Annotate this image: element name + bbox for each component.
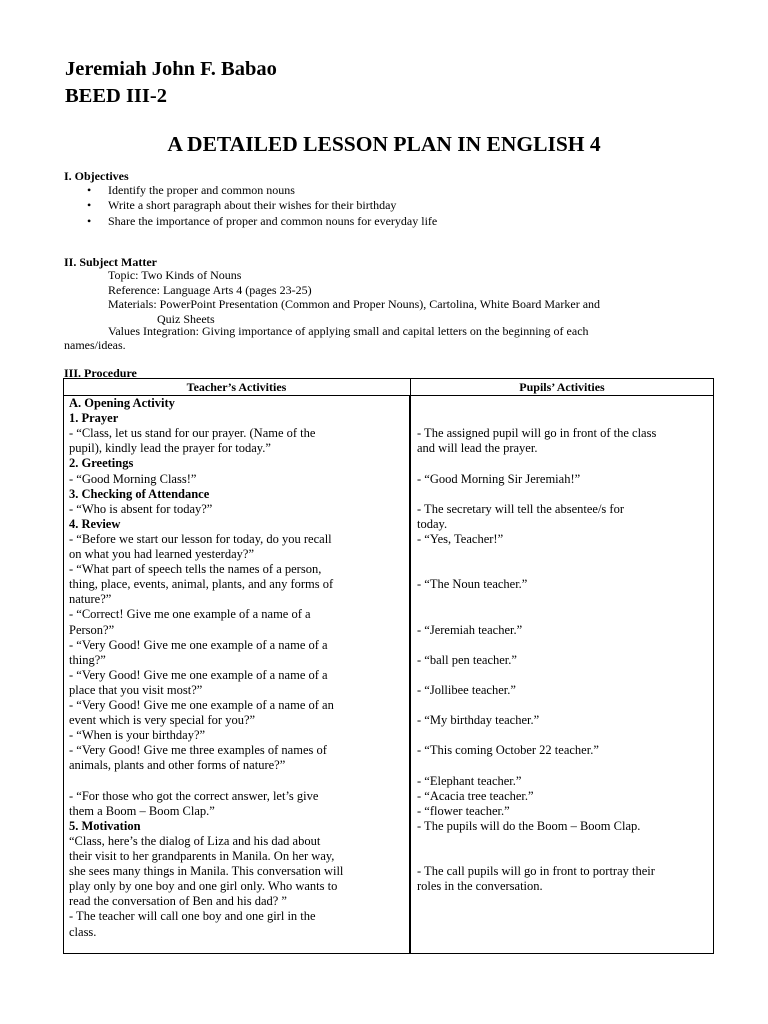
teacher-line: - “Good Morning Class!” bbox=[69, 471, 197, 486]
teacher-line: - “What part of speech tells the names of a person, bbox=[69, 562, 322, 577]
pupil-line: - “ball pen teacher.” bbox=[417, 652, 517, 667]
teacher-line: - The teacher will call one boy and one girl in the bbox=[69, 909, 316, 924]
pupil-line: - “Good Morning Sir Jeremiah!” bbox=[417, 471, 581, 486]
teacher-line: - “Very Good! Give me one example of a name of an bbox=[69, 698, 334, 712]
pupil-line: - The call pupils will go in front to portray their bbox=[417, 864, 655, 879]
teacher-line: 3. Checking of Attendance bbox=[69, 486, 210, 501]
values-integration-line: Values Integration: Giving importance of applying small and capital letters on the beginning of each bbox=[108, 324, 589, 338]
pupil-line: and will lead the prayer. bbox=[417, 441, 538, 456]
pupil-line: - The secretary will tell the absentee/s for bbox=[417, 501, 624, 516]
objectives-heading: I. Objectives bbox=[64, 169, 129, 183]
class-section: BEED III-2 bbox=[65, 85, 167, 107]
teacher-line: pupil), kindly lead the prayer for today.” bbox=[69, 441, 271, 456]
pupil-line: - “Jollibee teacher.” bbox=[417, 682, 516, 697]
teacher-line: - “Before we start our lesson for today, do you recall bbox=[69, 531, 332, 546]
teacher-line: 5. Motivation bbox=[69, 818, 141, 833]
materials-line: Materials: PowerPoint Presentation (Common and Proper Nouns), Cartolina, White Board Marker and bbox=[108, 297, 601, 311]
teacher-line: 1. Prayer bbox=[69, 411, 119, 426]
pupil-line: - The pupils will do the Boom – Boom Clap. bbox=[417, 818, 641, 833]
pupil-line: - “Elephant teacher.” bbox=[417, 773, 522, 788]
teacher-line: play only by one boy and one girl only. Who wants to bbox=[69, 879, 338, 894]
procedure-heading: III. Procedure bbox=[64, 366, 137, 380]
pupil-line: - “flower teacher.” bbox=[417, 803, 510, 818]
teacher-line: them a Boom – Boom Clap.” bbox=[69, 803, 215, 818]
teacher-line: A. Opening Activity bbox=[69, 396, 175, 410]
pupil-line: - “Yes, Teacher!” bbox=[417, 531, 504, 546]
author-name: Jeremiah John F. Babao bbox=[65, 58, 277, 80]
teacher-line: nature?” bbox=[69, 592, 112, 607]
pupil-line: roles in the conversation. bbox=[417, 879, 543, 894]
document-title: A DETAILED LESSON PLAN IN ENGLISH 4 bbox=[167, 132, 601, 156]
materials-line-cont: Quiz Sheets bbox=[157, 312, 215, 326]
teacher-line: on what you had learned yesterday?” bbox=[69, 547, 254, 561]
teacher-line: - “Very Good! Give me one example of a name of a bbox=[69, 637, 328, 652]
teacher-line: 4. Review bbox=[69, 516, 121, 531]
teacher-line: - “Correct! Give me one example of a name of a bbox=[69, 607, 311, 622]
reference-line: Reference: Language Arts 4 (pages 23-25) bbox=[108, 283, 312, 297]
teacher-line: “Class, here’s the dialog of Liza and his dad about bbox=[69, 833, 321, 848]
pupil-line: - “Jeremiah teacher.” bbox=[417, 622, 523, 637]
objectives-list bbox=[85, 183, 437, 229]
inner-column-rule bbox=[409, 395, 411, 953]
values-integration-cont: names/ideas. bbox=[64, 338, 126, 352]
pupil-line: - “My birthday teacher.” bbox=[417, 713, 540, 728]
teacher-line: - “Very Good! Give me three examples of names of bbox=[69, 743, 327, 758]
teacher-line: 2. Greetings bbox=[69, 456, 134, 471]
teacher-line: - “For those who got the correct answer, let’s give bbox=[69, 788, 319, 803]
pupil-line: today. bbox=[417, 516, 448, 531]
teacher-column-header: Teacher’s Activities bbox=[186, 380, 287, 394]
list-item: • Identify the proper and common nouns bbox=[85, 183, 437, 198]
teacher-line: - “Very Good! Give me one example of a name of a bbox=[69, 667, 328, 682]
pupil-line: - The assigned pupil will go in front of the class bbox=[417, 426, 657, 441]
teacher-line: thing?” bbox=[69, 652, 106, 667]
teacher-line: place that you visit most?” bbox=[69, 682, 203, 697]
teacher-line: Person?” bbox=[69, 622, 115, 637]
teacher-line: thing, place, events, animal, plants, and any forms of bbox=[69, 577, 334, 592]
teacher-line: - “Who is absent for today?” bbox=[69, 501, 213, 516]
teacher-line: - “When is your birthday?” bbox=[69, 728, 206, 743]
pupil-column-header: Pupils’ Activities bbox=[519, 380, 605, 394]
list-item: • Share the importance of proper and common nouns for everyday life bbox=[85, 214, 437, 229]
teacher-line: animals, plants and other forms of nature?” bbox=[69, 758, 286, 773]
teacher-line: read the conversation of Ben and his dad? ” bbox=[69, 894, 287, 909]
teacher-line: their visit to her grandparents in Manila. On her way, bbox=[69, 849, 335, 863]
teacher-line: event which is very special for you?” bbox=[69, 713, 256, 728]
pupil-line: - “This coming October 22 teacher.” bbox=[417, 743, 599, 758]
subject-matter-heading: II. Subject Matter bbox=[64, 255, 157, 269]
teacher-line: she sees many things in Manila. This conversation will bbox=[69, 864, 344, 879]
list-item: • Write a short paragraph about their wishes for their birthday bbox=[85, 198, 437, 213]
teacher-line: - “Class, let us stand for our prayer. (Name of the bbox=[69, 426, 316, 441]
topic-line: Topic: Two Kinds of Nouns bbox=[108, 268, 242, 282]
pupil-line: - “Acacia tree teacher.” bbox=[417, 788, 534, 803]
pupil-line: - “The Noun teacher.” bbox=[417, 577, 528, 592]
teacher-line: class. bbox=[69, 924, 97, 939]
